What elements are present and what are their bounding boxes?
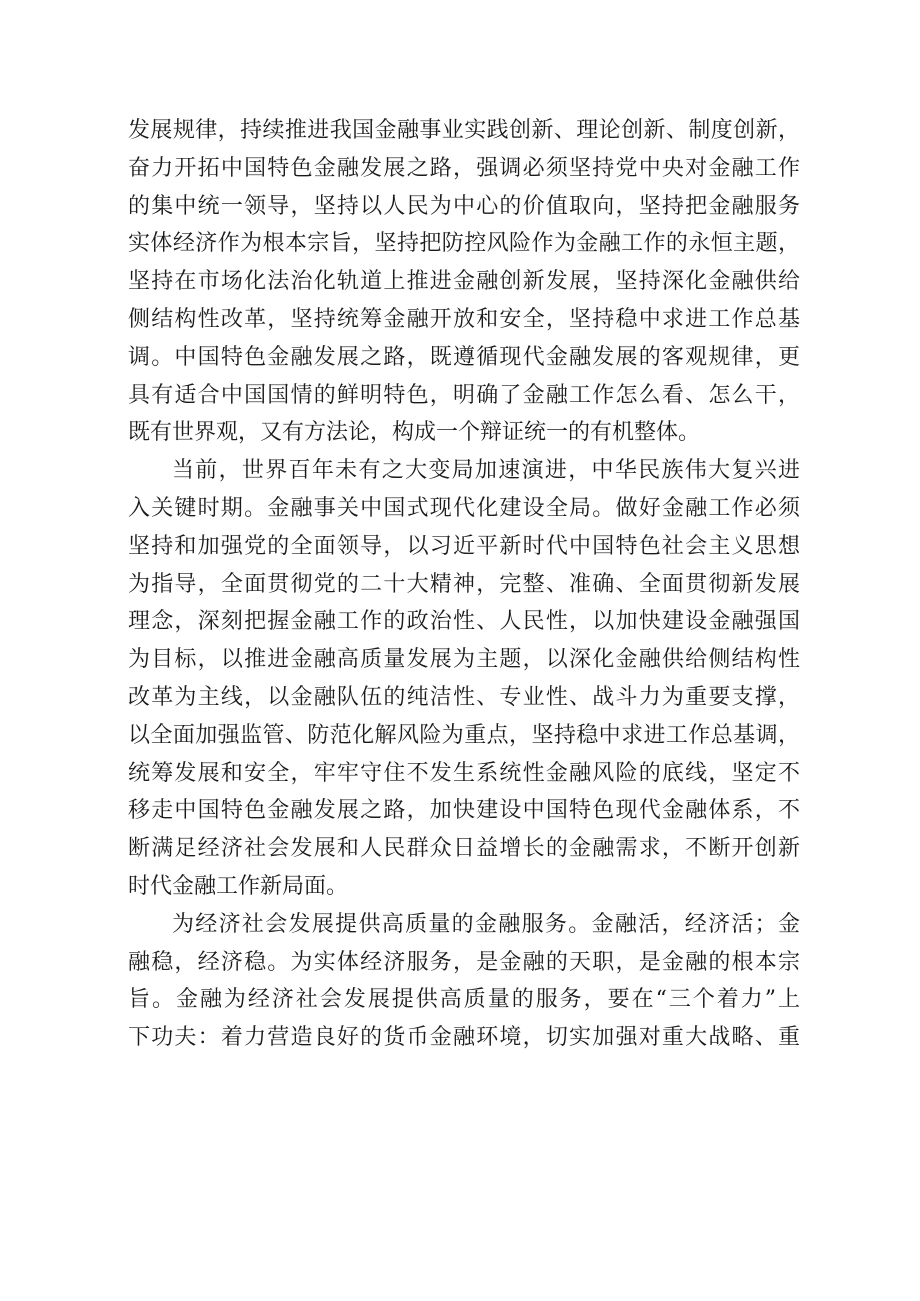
text-line: 时代金融工作新局面。 [128,873,349,899]
text-line: 坚持在市场化法治化轨道上推进金融创新发展，坚持深化金融供给 [128,269,800,295]
text-line: 融稳，经济稳。为实体经济服务，是金融的天职，是金融的根本宗 [128,949,800,975]
text-line: 下功夫：着力营造良好的货币金融环境，切实加强对重大战略、重 [128,1025,800,1051]
text-line: 为指导，全面贯彻党的二十大精神，完整、准确、全面贯彻新发展 [128,571,800,597]
text-line: 坚持和加强党的全面领导，以习近平新时代中国特色社会主义思想 [128,533,800,559]
text-line: 为经济社会发展提供高质量的金融服务。金融活，经济活；金 [172,911,800,937]
text-line: 断满足经济社会发展和人民群众日益增长的金融需求，不断开创新 [128,836,800,862]
paragraph [128,452,800,906]
text-line: 奋力开拓中国特色金融发展之路，强调必须坚持党中央对金融工作 [128,155,800,181]
paragraph [128,112,800,452]
text-line: 为目标，以推进金融高质量发展为主题，以深化金融供给侧结构性 [128,647,800,673]
text-line: 既有世界观，又有方法论，构成一个辩证统一的有机整体。 [128,420,701,446]
text-line: 的集中统一领导，坚持以人民为中心的价值取向，坚持把金融服务 [128,193,800,219]
paragraph [128,906,800,1057]
text-line: 当前，世界百年未有之大变局加速演进，中华民族伟大复兴进 [172,458,800,484]
text-line: 入关键时期。金融事关中国式现代化建设全局。做好金融工作必须 [128,495,800,521]
text-line: 调。中国特色金融发展之路，既遵循现代金融发展的客观规律，更 [128,344,800,370]
text-line: 改革为主线，以金融队伍的纯洁性、专业性、战斗力为重要支撑， [128,684,800,710]
text-line: 具有适合中国国情的鲜明特色，明确了金融工作怎么看、怎么干， [128,382,800,408]
text-line: 实体经济作为根本宗旨，坚持把防控风险作为金融工作的永恒主题， [128,231,800,257]
text-line: 移走中国特色金融发展之路，加快建设中国特色现代金融体系，不 [128,798,800,824]
text-line: 旨。金融为经济社会发展提供高质量的服务，要在“三个着力”上 [128,987,800,1013]
text-line: 统筹发展和安全，牢牢守住不发生系统性金融风险的底线，坚定不 [128,760,800,786]
text-line: 理念，深刻把握金融工作的政治性、人民性，以加快建设金融强国 [128,609,800,635]
text-line: 侧结构性改革，坚持统筹金融开放和安全，坚持稳中求进工作总基 [128,306,800,332]
text-line: 发展规律，持续推进我国金融事业实践创新、理论创新、制度创新， [128,118,800,143]
text-line: 以全面加强监管、防范化解风险为重点，坚持稳中求进工作总基调， [128,722,800,748]
document-body [128,112,800,1057]
